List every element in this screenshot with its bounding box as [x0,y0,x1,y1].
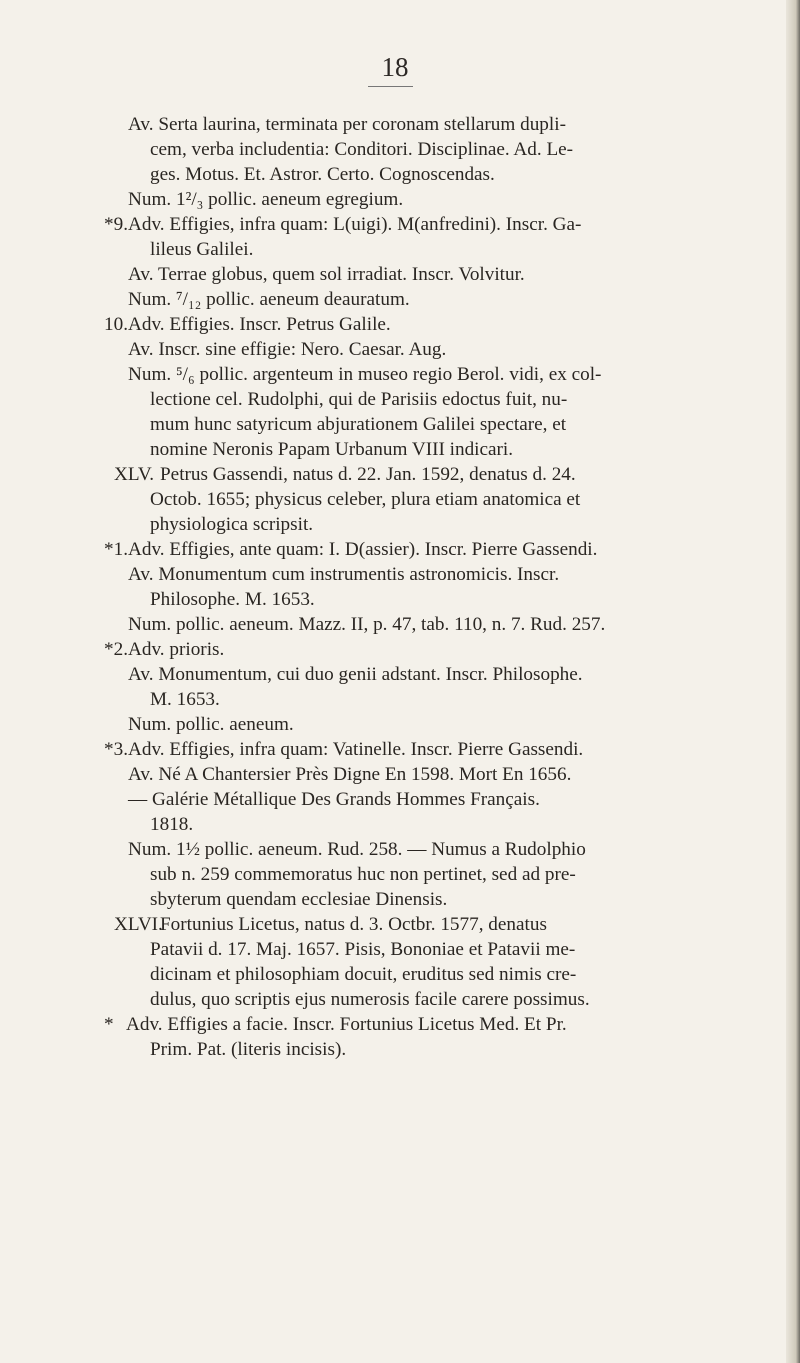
line-text: Patavii d. 17. Maj. 1657. Pisis, Bononiae et Patavii me- [150,939,576,960]
text-line [0,262,790,287]
line-text: M. 1653. [150,689,220,710]
line-text: Av. Terrae globus, quem sol irradiat. Inscr. Volvitur. [128,264,525,285]
text-line [0,462,790,487]
line-text: Adv. prioris. [128,639,225,660]
line-text: lileus Galilei. [150,239,254,260]
line-text: Adv. Effigies. Inscr. Petrus Galile. [128,314,391,335]
line-text: Num. ⁵/₆ pollic. argenteum in museo regio Berol. vidi, ex col- [128,364,602,385]
entry-number: 10. [104,314,128,335]
text-line [0,287,790,312]
line-text: Adv. Effigies, infra quam: L(uigi). M(anfredini). Inscr. Ga- [128,214,582,235]
text-line [0,337,790,362]
text-line [0,587,790,612]
line-text: — Galérie Métallique Des Grands Hommes Français. [128,789,540,810]
page-number-rule [368,86,413,87]
line-text: Num. 1½ pollic. aeneum. Rud. 258. — Numus a Rudolphio [128,839,586,860]
line-text: sbyterum quendam ecclesiae Dinensis. [150,889,448,910]
text-line [0,862,790,887]
line-text: Prim. Pat. (literis incisis). [150,1039,347,1060]
entry-number: XLVI. [114,914,163,935]
text-line [0,137,790,162]
line-text: Adv. Effigies a facie. Inscr. Fortunius Licetus Med. Et Pr. [126,1014,567,1035]
entry-number: *2. [104,639,128,660]
text-line [0,762,790,787]
text-line [0,987,790,1012]
line-text: Num. ⁷/₁₂ pollic. aeneum deauratum. [128,289,410,310]
text-line [0,637,790,662]
text-line [0,562,790,587]
text-line [0,387,790,412]
text-line [0,487,790,512]
line-text: Petrus Gassendi, natus d. 22. Jan. 1592, denatus d. 24. [160,464,576,485]
text-line [0,787,790,812]
line-text: Av. Monumentum cum instrumentis astronomicis. Inscr. [128,564,560,585]
text-line [0,112,790,137]
line-text: Adv. Effigies, ante quam: I. D(assier). Inscr. Pierre Gassendi. [128,539,598,560]
line-text: mum hunc satyricum abjurationem Galilei spectare, et [150,414,567,435]
line-text: dulus, quo scriptis ejus numerosis facile carere possimus. [150,989,590,1010]
text-line [0,237,790,262]
text-line [0,712,790,737]
line-text: Av. Né A Chantersier Près Digne En 1598. Mort En 1656. [128,764,572,785]
line-text: Adv. Effigies, infra quam: Vatinelle. Inscr. Pierre Gassendi. [128,739,584,760]
entry-number: *3. [104,739,128,760]
line-text: cem, verba includentia: Conditori. Disciplinae. Ad. Le- [150,139,574,160]
text-line [0,187,790,212]
text-line [0,362,790,387]
line-text: 1818. [150,814,194,835]
line-text: ges. Motus. Et. Astror. Certo. Cognoscendas. [150,164,495,185]
text-line [0,687,790,712]
page-number: 18 [381,52,409,82]
text-line [0,1012,790,1037]
entry-number: *1. [104,539,128,560]
text-line [0,937,790,962]
line-text: Num. 1²/₃ pollic. aeneum egregium. [128,189,404,210]
document-body [0,112,790,1062]
entry-number: *9. [104,214,128,235]
line-text: Av. Monumentum, cui duo genii adstant. Inscr. Philosophe. [128,664,583,685]
text-line [0,887,790,912]
text-line [0,662,790,687]
entry-number: XLV. [114,464,154,485]
line-text: sub n. 259 commemoratus huc non pertinet, sed ad pre- [150,864,576,885]
line-text: physiologica scripsit. [150,514,314,535]
text-line [0,837,790,862]
line-text: Num. pollic. aeneum. Mazz. II, p. 47, tab. 110, n. 7. Rud. 257. [128,614,606,635]
text-line [0,812,790,837]
text-line [0,1037,790,1062]
text-line [0,162,790,187]
text-line [0,437,790,462]
text-line [0,512,790,537]
text-line [0,737,790,762]
entry-number: * [104,1014,114,1035]
text-line [0,912,790,937]
line-text: Philosophe. M. 1653. [150,589,315,610]
line-text: dicinam et philosophiam docuit, eruditus sed nimis cre- [150,964,577,985]
line-text: Fortunius Licetus, natus d. 3. Octbr. 1577, denatus [160,914,547,935]
line-text: nomine Neronis Papam Urbanum VIII indicari. [150,439,514,460]
line-text: Av. Serta laurina, terminata per coronam stellarum dupli- [128,114,566,135]
text-line [0,962,790,987]
line-text: Octob. 1655; physicus celeber, plura etiam anatomica et [150,489,581,510]
line-text: Num. pollic. aeneum. [128,714,294,735]
line-text: Av. Inscr. sine effigie: Nero. Caesar. Aug. [128,339,447,360]
text-line [0,212,790,237]
text-line [0,412,790,437]
text-line [0,312,790,337]
line-text: lectione cel. Rudolphi, qui de Parisiis edoctus fuit, nu- [150,389,568,410]
text-line [0,612,790,637]
text-line [0,537,790,562]
